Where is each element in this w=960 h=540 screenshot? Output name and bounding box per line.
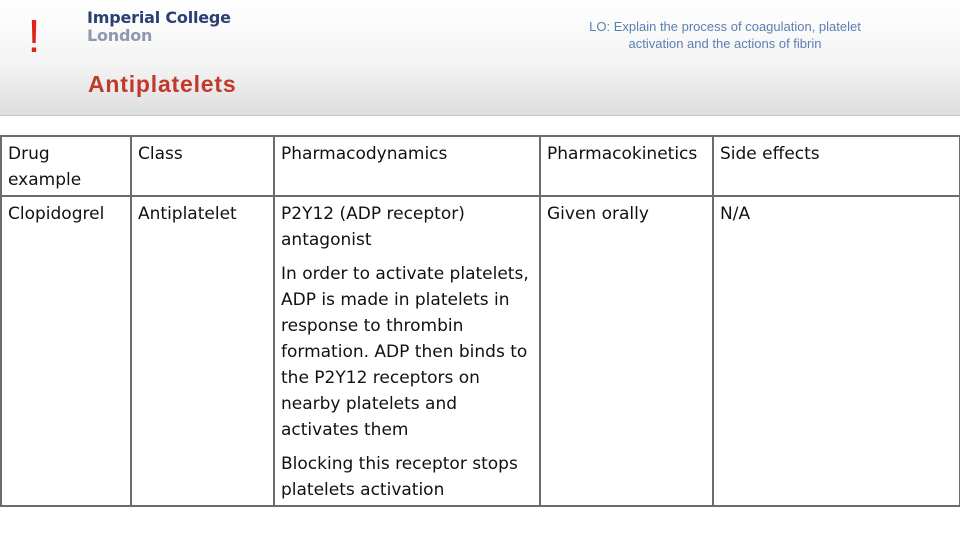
logo-line-2: London [87, 26, 153, 45]
exclamation-mark: ! [27, 10, 41, 62]
table-header-row [1, 136, 960, 196]
college-logo [87, 8, 257, 44]
header-side-effects: Side effects [713, 136, 960, 196]
header-class: Class [131, 136, 274, 196]
cell-side-effects: N/A [713, 196, 960, 506]
header-pharmacodynamics: Pharmacodynamics [274, 136, 540, 196]
pharmacodynamics-paragraph: In order to activate platelets, ADP is made in platelets in response to thrombin formation. ADP then binds to the P2Y12 receptors on nearby platelets and activates them [281, 264, 529, 440]
pharmacodynamics-paragraph: Blocking this receptor stops platelets activation [281, 454, 518, 500]
cell-pharmacokinetics: Given orally [540, 196, 713, 506]
header-pharmacokinetics: Pharmacokinetics [540, 136, 713, 196]
learning-objective: LO: Explain the process of coagulation, platelet activation and the actions of fibrin [589, 19, 861, 51]
header-drug-example: Drug example [1, 136, 131, 196]
table-row [1, 196, 960, 506]
logo-line-1: Imperial College [87, 8, 231, 27]
slide-title: Antiplatelets [88, 71, 237, 97]
cell-drug: Clopidogrel [1, 196, 131, 506]
pharmacodynamics-paragraph: P2Y12 (ADP receptor) antagonist [281, 204, 465, 250]
cell-class: Antiplatelet [131, 196, 274, 506]
drug-table [0, 135, 960, 507]
cell-pharmacodynamics [274, 196, 540, 506]
